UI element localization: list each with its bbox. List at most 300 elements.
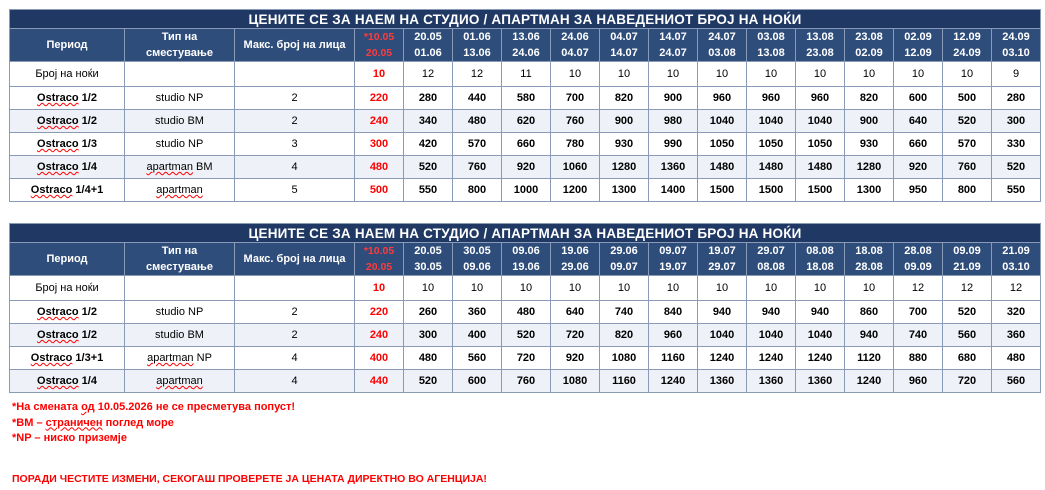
nights-value: 10 xyxy=(747,62,796,87)
nights-value: 10 xyxy=(943,62,992,87)
period-from: 09.07 xyxy=(659,245,687,257)
nights-value: 10 xyxy=(453,276,502,301)
price-cell: 1200 xyxy=(551,179,600,202)
empty-cell xyxy=(235,276,355,301)
price-cell: 920 xyxy=(502,156,551,179)
price-cell: 570 xyxy=(453,133,502,156)
price-cell: 240 xyxy=(355,110,404,133)
period-to: 19.06 xyxy=(512,261,540,273)
nights-label: Број на ноќи xyxy=(10,276,125,301)
price-cell: 720 xyxy=(943,370,992,393)
max-persons: 2 xyxy=(235,324,355,347)
header-type-line1: Тип на xyxy=(161,31,198,43)
period-from: 12.09 xyxy=(953,31,981,43)
price-cell: 1360 xyxy=(698,370,747,393)
nights-value: 9 xyxy=(992,62,1041,87)
nights-value: 10 xyxy=(649,276,698,301)
price-cell: 400 xyxy=(453,324,502,347)
nights-value: 10 xyxy=(600,276,649,301)
accommodation-type-suffix: NP xyxy=(185,138,204,150)
period-from: 04.07 xyxy=(610,31,638,43)
accommodation-name xyxy=(10,301,125,324)
price-cell: 480 xyxy=(404,347,453,370)
price-table-2 xyxy=(9,223,1041,393)
accommodation-name-main: Ostraco xyxy=(37,306,79,318)
period-to: 18.08 xyxy=(806,261,834,273)
price-cell: 760 xyxy=(551,110,600,133)
footnote-np: *NP – ниско приземје xyxy=(12,432,127,444)
max-persons: 5 xyxy=(235,179,355,202)
price-cell: 740 xyxy=(600,301,649,324)
max-persons: 4 xyxy=(235,370,355,393)
price-cell: 1300 xyxy=(845,179,894,202)
price-cell: 550 xyxy=(992,179,1041,202)
period-to: 30.05 xyxy=(414,261,442,273)
accommodation-name xyxy=(10,370,125,393)
table-row xyxy=(10,324,1041,347)
accommodation-name-suffix: 1/3+1 xyxy=(72,352,104,364)
period-to: 29.07 xyxy=(708,261,736,273)
period-header xyxy=(502,29,551,62)
period-from: *10.05 xyxy=(363,31,395,43)
price-cell: 520 xyxy=(992,156,1041,179)
period-to: 03.08 xyxy=(708,47,736,59)
period-header xyxy=(404,29,453,62)
accommodation-type-word: studio xyxy=(155,329,185,341)
period-header xyxy=(551,243,600,276)
period-to: 14.07 xyxy=(610,47,638,59)
price-cell: 480 xyxy=(355,156,404,179)
price-cell: 680 xyxy=(943,347,992,370)
price-cell: 980 xyxy=(649,110,698,133)
period-to: 04.07 xyxy=(561,47,589,59)
price-cell: 960 xyxy=(894,370,943,393)
period-header xyxy=(992,243,1041,276)
price-cell: 1400 xyxy=(649,179,698,202)
table-row xyxy=(10,301,1041,324)
price-cell: 1500 xyxy=(796,179,845,202)
accommodation-name-main: Ostraco xyxy=(37,161,79,173)
period-header xyxy=(845,243,894,276)
price-cell: 1050 xyxy=(698,133,747,156)
accommodation-type xyxy=(125,347,235,370)
nights-value: 10 xyxy=(698,62,747,87)
table-row xyxy=(10,370,1041,393)
period-header xyxy=(404,243,453,276)
price-cell: 920 xyxy=(551,347,600,370)
price-cell: 1080 xyxy=(600,347,649,370)
nights-value: 10 xyxy=(355,62,404,87)
footnote-bm: *BM – страничен поглед море xyxy=(12,416,174,429)
price-cell: 620 xyxy=(502,110,551,133)
period-to: 24.09 xyxy=(953,47,981,59)
max-persons: 2 xyxy=(235,87,355,110)
period-from: 19.07 xyxy=(708,245,736,257)
price-cell: 900 xyxy=(649,87,698,110)
price-cell: 800 xyxy=(453,179,502,202)
price-cell: 500 xyxy=(355,179,404,202)
price-cell: 760 xyxy=(453,156,502,179)
accommodation-type-suffix: NP xyxy=(185,306,204,318)
price-cell: 930 xyxy=(600,133,649,156)
period-to: 02.09 xyxy=(855,47,883,59)
period-to: 13.06 xyxy=(463,47,491,59)
header-period: Период xyxy=(10,29,125,62)
accommodation-name-suffix: 1/2 xyxy=(78,92,97,104)
accommodation-type xyxy=(125,87,235,110)
price-cell: 420 xyxy=(404,133,453,156)
accommodation-name-suffix: 1/4 xyxy=(78,375,97,387)
nights-value: 10 xyxy=(404,276,453,301)
nights-value: 11 xyxy=(502,62,551,87)
price-cell: 520 xyxy=(404,370,453,393)
price-cell: 740 xyxy=(894,324,943,347)
price-cell: 300 xyxy=(355,133,404,156)
price-cell: 950 xyxy=(894,179,943,202)
period-from: 03.08 xyxy=(757,31,785,43)
price-cell: 220 xyxy=(355,301,404,324)
period-from: 09.09 xyxy=(953,245,981,257)
price-cell: 440 xyxy=(453,87,502,110)
price-cell: 820 xyxy=(845,87,894,110)
price-cell: 700 xyxy=(894,301,943,324)
period-to: 20.05 xyxy=(365,47,393,59)
price-cell: 440 xyxy=(355,370,404,393)
nights-value: 12 xyxy=(894,276,943,301)
table-title-row xyxy=(10,224,1041,243)
price-cell: 400 xyxy=(355,347,404,370)
price-cell: 1040 xyxy=(796,110,845,133)
period-from: 18.08 xyxy=(855,245,883,257)
period-header xyxy=(453,243,502,276)
price-cell: 940 xyxy=(796,301,845,324)
period-header xyxy=(894,29,943,62)
accommodation-name-main: Ostraco xyxy=(37,329,79,341)
price-cell: 480 xyxy=(502,301,551,324)
price-cell: 1240 xyxy=(845,370,894,393)
max-persons: 3 xyxy=(235,133,355,156)
period-to: 09.07 xyxy=(610,261,638,273)
price-cell: 600 xyxy=(894,87,943,110)
accommodation-name xyxy=(10,156,125,179)
period-to: 24.07 xyxy=(659,47,687,59)
price-cell: 1050 xyxy=(796,133,845,156)
price-cell: 840 xyxy=(649,301,698,324)
price-cell: 520 xyxy=(943,110,992,133)
nights-value: 12 xyxy=(943,276,992,301)
price-cell: 1300 xyxy=(600,179,649,202)
nights-value: 12 xyxy=(992,276,1041,301)
price-cell: 520 xyxy=(943,301,992,324)
period-from: 01.06 xyxy=(463,31,491,43)
nights-value: 10 xyxy=(649,62,698,87)
header-type-line2: сместување xyxy=(146,261,213,273)
empty-cell xyxy=(125,62,235,87)
period-header xyxy=(747,243,796,276)
price-cell: 1280 xyxy=(845,156,894,179)
price-cell: 960 xyxy=(796,87,845,110)
price-cell: 1040 xyxy=(698,110,747,133)
price-cell: 820 xyxy=(600,324,649,347)
price-cell: 940 xyxy=(845,324,894,347)
period-header xyxy=(355,29,404,62)
price-cell: 520 xyxy=(404,156,453,179)
accommodation-name xyxy=(10,133,125,156)
period-from: 24.07 xyxy=(708,31,736,43)
header-persons: Макс. број на лица xyxy=(235,29,355,62)
nights-value: 10 xyxy=(698,276,747,301)
nights-value: 10 xyxy=(551,276,600,301)
period-from: 30.05 xyxy=(463,245,491,257)
price-cell: 930 xyxy=(845,133,894,156)
price-cell: 720 xyxy=(502,347,551,370)
period-to: 21.09 xyxy=(953,261,981,273)
accommodation-type-word: apartman xyxy=(146,161,193,173)
price-cell: 920 xyxy=(894,156,943,179)
period-from: 13.06 xyxy=(512,31,540,43)
price-cell: 1040 xyxy=(698,324,747,347)
accommodation-name xyxy=(10,87,125,110)
period-header xyxy=(453,29,502,62)
header-type-line1: Тип на xyxy=(161,245,198,257)
period-header xyxy=(894,243,943,276)
accommodation-name-suffix: 1/4+1 xyxy=(72,184,104,196)
header-type-line2: сместување xyxy=(146,47,213,59)
price-cell: 1000 xyxy=(502,179,551,202)
header-type xyxy=(125,243,235,276)
price-cell: 500 xyxy=(943,87,992,110)
price-cell: 1240 xyxy=(698,347,747,370)
price-table-1 xyxy=(9,9,1041,202)
period-to: 28.08 xyxy=(855,261,883,273)
period-header xyxy=(943,29,992,62)
price-cell: 880 xyxy=(894,347,943,370)
accommodation-name-suffix: 1/4 xyxy=(78,161,97,173)
price-cell: 260 xyxy=(404,301,453,324)
period-to: 19.07 xyxy=(659,261,687,273)
period-from: 28.08 xyxy=(904,245,932,257)
price-cell: 700 xyxy=(551,87,600,110)
price-cell: 1080 xyxy=(551,370,600,393)
accommodation-type xyxy=(125,110,235,133)
period-from: 23.08 xyxy=(855,31,883,43)
nights-value: 12 xyxy=(404,62,453,87)
period-header xyxy=(992,29,1041,62)
price-cell: 1480 xyxy=(698,156,747,179)
table-row xyxy=(10,156,1041,179)
period-from: *10.05 xyxy=(363,245,395,257)
nights-value: 10 xyxy=(551,62,600,87)
accommodation-type-word: studio xyxy=(155,306,185,318)
price-cell: 1240 xyxy=(796,347,845,370)
period-header xyxy=(747,29,796,62)
table-title-row xyxy=(10,10,1041,29)
nights-value: 10 xyxy=(355,276,404,301)
accommodation-type-suffix: NP xyxy=(185,92,204,104)
period-header xyxy=(502,243,551,276)
table-header-row xyxy=(10,243,1041,276)
price-cell: 1480 xyxy=(796,156,845,179)
nights-value: 10 xyxy=(747,276,796,301)
price-cell: 560 xyxy=(453,347,502,370)
price-cell: 1040 xyxy=(796,324,845,347)
price-cell: 1040 xyxy=(747,110,796,133)
table-row xyxy=(10,133,1041,156)
price-cell: 640 xyxy=(894,110,943,133)
table-header-row xyxy=(10,29,1041,62)
price-cell: 900 xyxy=(600,110,649,133)
price-cell: 1480 xyxy=(747,156,796,179)
accommodation-type xyxy=(125,301,235,324)
price-cell: 860 xyxy=(845,301,894,324)
empty-cell xyxy=(235,62,355,87)
price-cell: 1240 xyxy=(649,370,698,393)
period-from: 13.08 xyxy=(806,31,834,43)
price-cell: 560 xyxy=(943,324,992,347)
accommodation-type-word: studio xyxy=(155,92,185,104)
accommodation-type xyxy=(125,370,235,393)
period-header xyxy=(355,243,404,276)
period-header xyxy=(649,29,698,62)
price-cell: 940 xyxy=(698,301,747,324)
price-cell: 300 xyxy=(404,324,453,347)
price-cell: 640 xyxy=(551,301,600,324)
period-to: 13.08 xyxy=(757,47,785,59)
max-persons: 2 xyxy=(235,110,355,133)
price-cell: 960 xyxy=(649,324,698,347)
header-type xyxy=(125,29,235,62)
price-cell: 330 xyxy=(992,133,1041,156)
accommodation-name-main: Ostraco xyxy=(37,92,79,104)
price-cell: 220 xyxy=(355,87,404,110)
period-from: 29.07 xyxy=(757,245,785,257)
period-from: 24.09 xyxy=(1002,31,1030,43)
price-cell: 960 xyxy=(698,87,747,110)
accommodation-name xyxy=(10,324,125,347)
price-cell: 1050 xyxy=(747,133,796,156)
accommodation-type-suffix: BM xyxy=(192,161,213,173)
price-cell: 1500 xyxy=(747,179,796,202)
accommodation-type-word: apartman xyxy=(156,184,203,196)
period-to: 03.10 xyxy=(1002,261,1030,273)
max-persons: 4 xyxy=(235,347,355,370)
footnotes xyxy=(12,400,295,447)
max-persons: 2 xyxy=(235,301,355,324)
accommodation-name xyxy=(10,179,125,202)
accommodation-name-main: Ostraco xyxy=(30,184,73,196)
price-cell: 340 xyxy=(404,110,453,133)
nights-value: 10 xyxy=(600,62,649,87)
nights-value: 10 xyxy=(894,62,943,87)
period-from: 29.06 xyxy=(610,245,638,257)
price-cell: 280 xyxy=(992,87,1041,110)
price-cell: 1360 xyxy=(747,370,796,393)
accommodation-type-word: studio xyxy=(155,115,185,127)
period-header xyxy=(845,29,894,62)
period-to: 09.09 xyxy=(904,261,932,273)
price-cell: 1280 xyxy=(600,156,649,179)
table-row xyxy=(10,87,1041,110)
period-to: 12.09 xyxy=(904,47,932,59)
accommodation-type xyxy=(125,179,235,202)
header-period: Период xyxy=(10,243,125,276)
table-row xyxy=(10,110,1041,133)
price-cell: 1360 xyxy=(649,156,698,179)
period-header xyxy=(551,29,600,62)
footnote-discount: *На смената од 10.05.2026 не се пресметува попуст! xyxy=(12,401,296,413)
price-cell: 720 xyxy=(551,324,600,347)
period-to: 24.06 xyxy=(512,47,540,59)
period-to: 20.05 xyxy=(365,261,393,273)
period-from: 08.08 xyxy=(806,245,834,257)
period-from: 21.09 xyxy=(1002,245,1030,257)
period-header xyxy=(649,243,698,276)
price-cell: 940 xyxy=(747,301,796,324)
period-from: 20.05 xyxy=(414,31,442,43)
price-cell: 900 xyxy=(845,110,894,133)
accommodation-type xyxy=(125,133,235,156)
period-header xyxy=(698,29,747,62)
price-cell: 520 xyxy=(502,324,551,347)
period-to: 08.08 xyxy=(757,261,785,273)
period-from: 02.09 xyxy=(904,31,932,43)
period-to: 29.06 xyxy=(561,261,589,273)
accommodation-name-main: Ostraco xyxy=(37,375,79,387)
price-cell: 550 xyxy=(404,179,453,202)
price-cell: 280 xyxy=(404,87,453,110)
accommodation-name xyxy=(10,110,125,133)
period-to: 09.06 xyxy=(463,261,491,273)
accommodation-name-main: Ostraco xyxy=(30,352,73,364)
max-persons: 4 xyxy=(235,156,355,179)
empty-cell xyxy=(125,276,235,301)
price-cell: 320 xyxy=(992,301,1041,324)
period-to: 03.10 xyxy=(1002,47,1030,59)
period-from: 19.06 xyxy=(561,245,589,257)
nights-row xyxy=(10,62,1041,87)
nights-row xyxy=(10,276,1041,301)
period-from: 24.06 xyxy=(561,31,589,43)
price-cell: 560 xyxy=(992,370,1041,393)
price-cell: 780 xyxy=(551,133,600,156)
period-header xyxy=(698,243,747,276)
nights-value: 10 xyxy=(796,62,845,87)
price-warning: ПОРАДИ ЧЕСТИТЕ ИЗМЕНИ, СЕКОГАШ ПРОВЕРЕТЕ ЈА ЦЕНАТА ДИРЕКТНО ВО АГЕНЦИЈА! xyxy=(12,473,487,485)
period-header xyxy=(943,243,992,276)
accommodation-type-suffix: BM xyxy=(184,115,204,127)
price-cell: 660 xyxy=(502,133,551,156)
period-from: 14.07 xyxy=(659,31,687,43)
accommodation-name-suffix: 1/2 xyxy=(78,329,97,341)
price-cell: 570 xyxy=(943,133,992,156)
period-to: 01.06 xyxy=(414,47,442,59)
price-cell: 300 xyxy=(992,110,1041,133)
period-from: 20.05 xyxy=(414,245,442,257)
table-row xyxy=(10,347,1041,370)
price-cell: 360 xyxy=(453,301,502,324)
table-title: ЦЕНИТЕ СЕ ЗА НАЕМ НА СТУДИО / АПАРТМАН ЗА НАВЕДЕНИОТ БРОЈ НА НОЌИ xyxy=(10,10,1041,29)
nights-value: 10 xyxy=(845,276,894,301)
accommodation-type-suffix: NP xyxy=(193,352,212,364)
price-cell: 760 xyxy=(943,156,992,179)
accommodation-type xyxy=(125,324,235,347)
period-to: 23.08 xyxy=(806,47,834,59)
accommodation-name xyxy=(10,347,125,370)
accommodation-type-suffix: BM xyxy=(184,329,204,341)
price-cell: 480 xyxy=(992,347,1041,370)
price-cell: 480 xyxy=(453,110,502,133)
accommodation-type-word: studio xyxy=(155,138,185,150)
